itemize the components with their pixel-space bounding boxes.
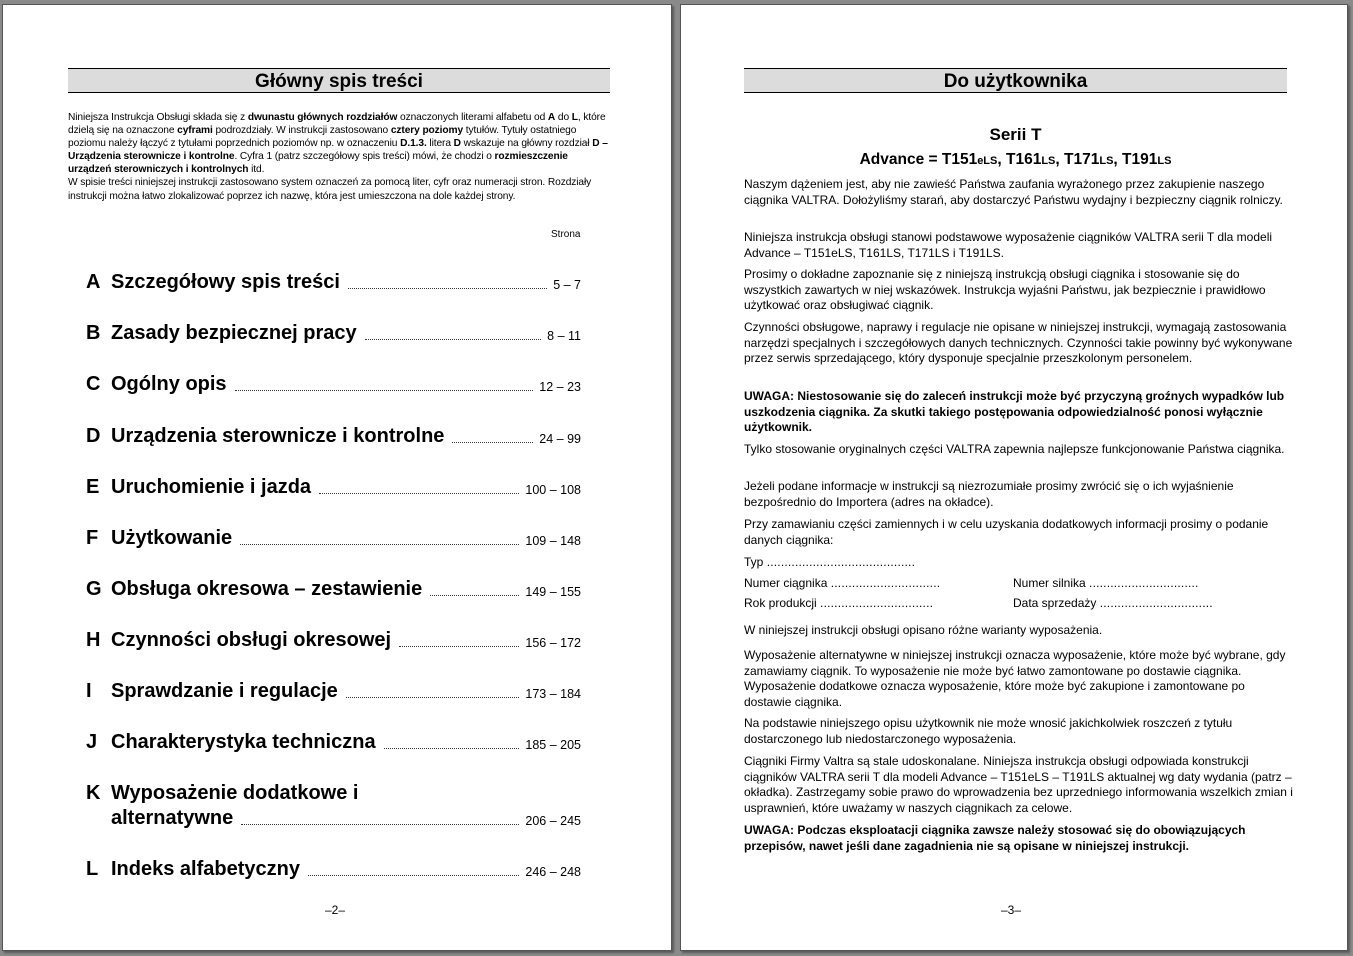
toc-pages: 8 – 11 [547,329,581,343]
toc-title: Ogólny opis [111,373,227,395]
toc-entry-j[interactable] [86,730,581,760]
right-page [680,4,1348,951]
dot-leader [348,287,547,289]
dot-leader [430,594,519,596]
toc-entry-e[interactable] [86,475,581,505]
dot-leader [399,645,519,647]
model-heading: Advance = T151eLS, T161LS, T171LS, T191LS [859,151,1172,168]
dot-leader [319,492,519,494]
toc-title: Charakterystyka techniczna [111,731,376,753]
form-field-rok-produkcji: Rok produkcji ................................ [744,596,934,610]
toc-title: Zasady bezpiecznej pracy [111,322,357,344]
toc-title: Szczegółowy spis treści [111,271,340,293]
toc-entry-i[interactable] [86,679,581,709]
toc-pages: 173 – 184 [525,687,581,701]
paragraph: Tylko stosowanie oryginalnych części VALTRA zapewnia najlepsze funkcjonowanie Państwa ciągnika. [744,442,1285,456]
toc-entry-k[interactable] [86,781,581,836]
dot-leader [235,389,534,391]
toc-entry-a[interactable] [86,270,581,300]
toc-title: Sprawdzanie i regulacje [111,680,338,702]
toc-pages: 206 – 245 [525,814,581,828]
paragraph: Wyposażenie alternatywne w niniejszej instrukcji oznacza wyposażenie, które może być wybrane, gdy zamawiamy ciągnik. To wyposażenie nie może być łatwo zamontowane po dostawie ciągnika. Wyposażenie dodatkowe oznacza wyposażenie, które może być zakupione i zamontowane po dostawie ciągnika. [744,648,1286,709]
toc-entry-c[interactable] [86,372,581,402]
toc-title: Użytkowanie [111,527,233,549]
toc-title-line1: Wyposażenie dodatkowe i [111,782,359,804]
toc-title: Uruchomienie i jazda [111,476,312,498]
toc-letter: J [86,731,98,753]
dot-leader [384,747,520,749]
toc-letter: B [86,322,101,344]
toc-pages: 5 – 7 [553,278,581,292]
paragraph: Na podstawie niniejszego opisu użytkownik nie może wnosić jakichkolwiek roszczeń z tytułu dostarczonego lub niedostarczonego wyposażenia. [744,716,1233,746]
series-heading: Serii T [989,125,1042,144]
toc-entry-d[interactable] [86,424,581,454]
toc-letter: D [86,425,101,447]
warning-paragraph: UWAGA: Niestosowanie się do zaleceń instrukcji może być przyczyną groźnych wypadków lub uszkodzenia ciągnika. Za skutki takiego postępowania odpowiedzialność ponosi wyłącznie użytkownik. [744,389,1285,435]
page-number: –3– [1001,903,1022,917]
toc-letter: L [86,858,99,880]
toc-pages: 149 – 155 [525,585,581,599]
toc-entry-g[interactable] [86,577,581,607]
dot-leader [452,441,533,443]
toc-pages: 246 – 248 [525,865,581,879]
dot-leader [241,823,519,825]
warning-paragraph: UWAGA: Podczas eksploatacji ciągnika zawsze należy stosować się do obowiązujących przepisów, nawet jeśli dane zagadnienia nie są opisane w niniejszej instrukcji. [744,823,1246,853]
intro-paragraph-2: W spisie treści niniejszej instrukcji zastosowano system oznaczeń za pomocą liter, cyfr oraz numeracji stron. Rozdziały instrukcji można łatwo zlokalizować poprzez ich nazwę, która jest umieszczona na dole każdej strony. [68,177,592,202]
intro-paragraph-1: Niniejsza Instrukcja Obsługi składa się z dwunastu głównych rozdziałów oznaczonych literami alfabetu od A do L, które dzielą się na oznaczone cyframi podrozdziały. W instrukcji zastosowano cztery poziomy tytułów. Tytuły ostatniego poziomu należy łączyć z tytułami poprzednich poziomów np. w oznaczeniu D.1.3. litera D wskazuje na główny rozdział D – Urządzenia sterownicze i kontrolne. Cyfra 1 (patrz szczegółowy spis treści) mówi, że chodzi o rozmieszczenie urządzeń sterowniczych i kontrolnych itd. [68,112,608,176]
toc-letter: E [86,476,100,498]
toc-title: Czynności obsługi okresowej [111,629,392,651]
toc-letter: H [86,629,101,651]
form-field-typ: Typ .......................................... [744,555,916,569]
left-page [2,4,672,951]
toc-pages: 24 – 99 [539,432,581,446]
toc-pages: 12 – 23 [539,380,581,394]
page-title: Główny spis treści [68,68,610,93]
toc-letter: I [86,680,92,702]
paragraph: Naszym dążeniem jest, aby nie zawieść Państwa zaufania wyrażonego przez zakupienie naszego ciągnika VALTRA. Dołożyliśmy starań, aby dostarczyć Państwu wydajny i bezpieczny ciągnik rolniczy. [744,177,1283,207]
dot-leader [308,874,519,876]
toc-title: Indeks alfabetyczny [111,858,300,880]
toc-letter: K [86,782,101,804]
toc-title: Obsługa okresowa – zestawienie [111,578,423,600]
page-title: Do użytkownika [744,68,1287,93]
toc-pages: 109 – 148 [525,534,581,548]
page-number: –2– [325,903,346,917]
toc-title: alternatywne [111,807,234,829]
toc-entry-l[interactable] [86,857,581,887]
paragraph: Prosimy o dokładne zapoznanie się z niniejszą instrukcją obsługi ciągnika i stosowanie się do wszystkich zawartych w niej wskazówek. Instrukcja wyjaśni Państwu, jak bezpiecznie i prawidłowo użytkować oraz obsługiwać ciągnik. [744,267,1266,313]
paragraph: Czynności obsługowe, naprawy i regulacje nie opisane w niniejszej instrukcji, wymagają zastosowania narzędzi specjalnych i szczegółowych danych technicznych. Czynności takie powinny być wykonywane przez serwis sprzedającego, który dysponuje specjalnie przeszkolonym personelem. [744,320,1293,366]
form-field-data-sprzedazy: Data sprzedaży ................................ [1013,596,1213,610]
toc-entry-b[interactable] [86,321,581,351]
toc-title: Urządzenia sterownicze i kontrolne [111,425,445,447]
form-field-numer-silnika: Numer silnika ............................... [1013,576,1199,590]
toc-letter: F [86,527,99,549]
paragraph: Jeżeli podane informacje w instrukcji są niezrozumiałe prosimy zwrócić się o ich wyjaśnienie bezpośrednio do Importera (adres na okładce). [744,479,1234,509]
toc-pages: 185 – 205 [525,738,581,752]
dot-leader [365,338,542,340]
toc-entry-f[interactable] [86,526,581,556]
paragraph: Przy zamawianiu części zamiennych i w celu uzyskania dodatkowych informacji prosimy o podanie danych ciągnika: [744,517,1269,547]
dot-leader [240,543,519,545]
paragraph: Ciągniki Firmy Valtra są stale udoskonalane. Niniejsza instrukcja obsługi odpowiada konstrukcji ciągników VALTRA serii T dla modeli Advance – T151eLS – T191LS aktualnej wg daty wydania (patrz – okładka). Zastrzegamy sobie prawo do wprowadzenia bez uprzedniego informowania wszelkich zmian i usprawnień, które uważamy w naszych ciągnikach za celowe. [744,754,1293,815]
toc-pages: 100 – 108 [525,483,581,497]
paragraph: W niniejszej instrukcji obsługi opisano różne warianty wyposażenia. [744,623,1103,637]
toc-pages: 156 – 172 [525,636,581,650]
toc-letter: G [86,578,102,600]
intro-text [68,111,613,203]
dot-leader [346,696,520,698]
form-field-numer-ciagnika: Numer ciągnika ............................... [744,576,941,590]
toc-letter: C [86,373,101,395]
paragraph: Niniejsza instrukcja obsługi stanowi podstawowe wyposażenie ciągników VALTRA serii T dla modeli Advance – T151eLS, T161LS, T171LS i T191LS. [744,230,1273,260]
toc-entry-h[interactable] [86,628,581,658]
toc-letter: A [86,271,101,293]
page-column-label: Strona [551,229,581,240]
